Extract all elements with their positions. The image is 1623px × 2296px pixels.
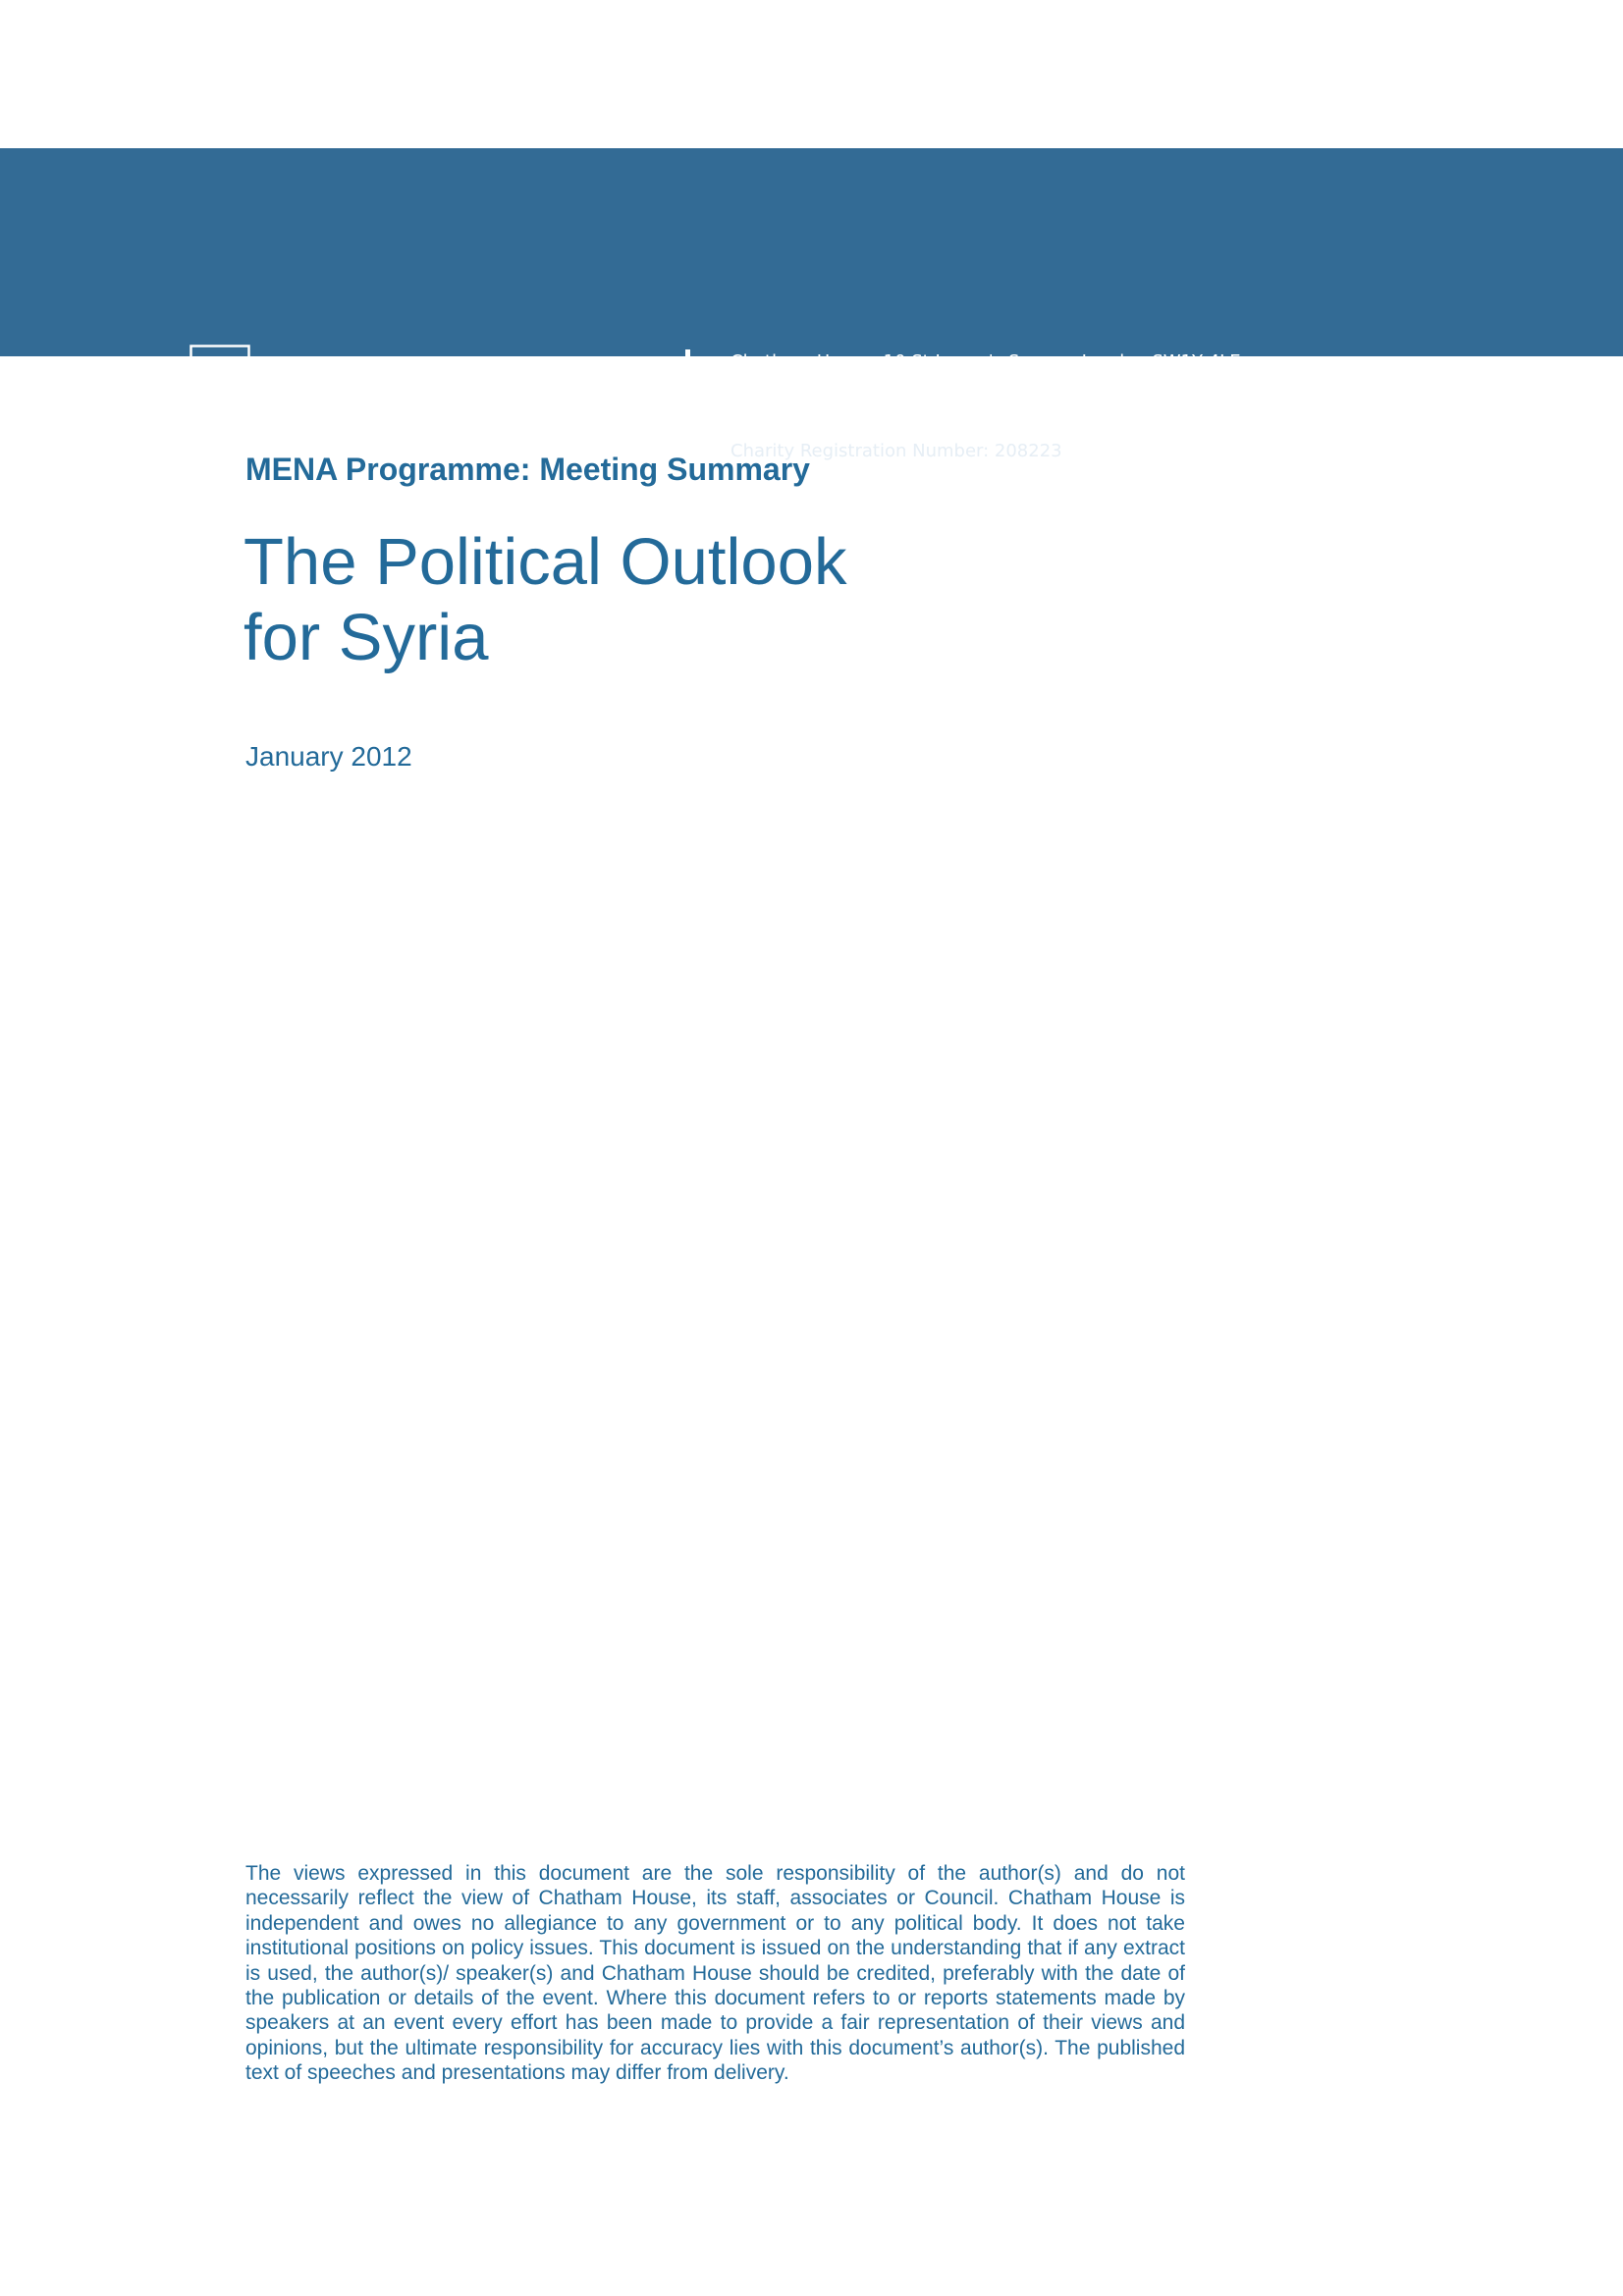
charity-number: Charity Registration Number: 208223 <box>730 441 1062 461</box>
document-date: January 2012 <box>245 741 412 772</box>
title-line-1: The Political Outlook <box>243 525 847 599</box>
phone-email-line: T: +44 (0)20 7957 5700 E: contact@chathamhouse.org <box>730 378 1221 399</box>
contact-block <box>730 348 1241 464</box>
header-band <box>0 148 1623 461</box>
title-line-2: for Syria <box>243 601 489 674</box>
fax-web-line: F: +44 (0)20 7957 5710 www.chathamhouse.org <box>730 404 1162 425</box>
logo-wordmark: CHATHAM HOUSE <box>268 371 639 419</box>
header-divider <box>685 349 690 434</box>
address-line: Chatham House, 10 St James's Square, London SW1Y 4LE <box>730 351 1241 372</box>
disclaimer-text: The views expressed in this document are the sole responsibility of the author(s) and do not necessarily reflect the view of Chatham House, its staff, associates or Council. Chatham House is independent and owes no allegiance to any government or to any political body. It does not take institutional positions on policy issues. This document is issued on the understanding that if any extract is used, the author(s)/ speaker(s) and Chatham House should be credited, preferably with the date of the publication or details of the event. Where this document refers to or reports statements made by speakers at an event every effort has been made to provide a fair representation of their views and opinions, but the ultimate responsibility for accuracy lies with this document’s author(s). The published text of speeches and presentations may differ from delivery. <box>245 1862 1185 2085</box>
globe-emblem-icon <box>189 345 250 447</box>
document-title <box>243 524 846 675</box>
chatham-house-logo <box>189 345 638 447</box>
series-title: MENA Programme: Meeting Summary <box>245 452 810 487</box>
